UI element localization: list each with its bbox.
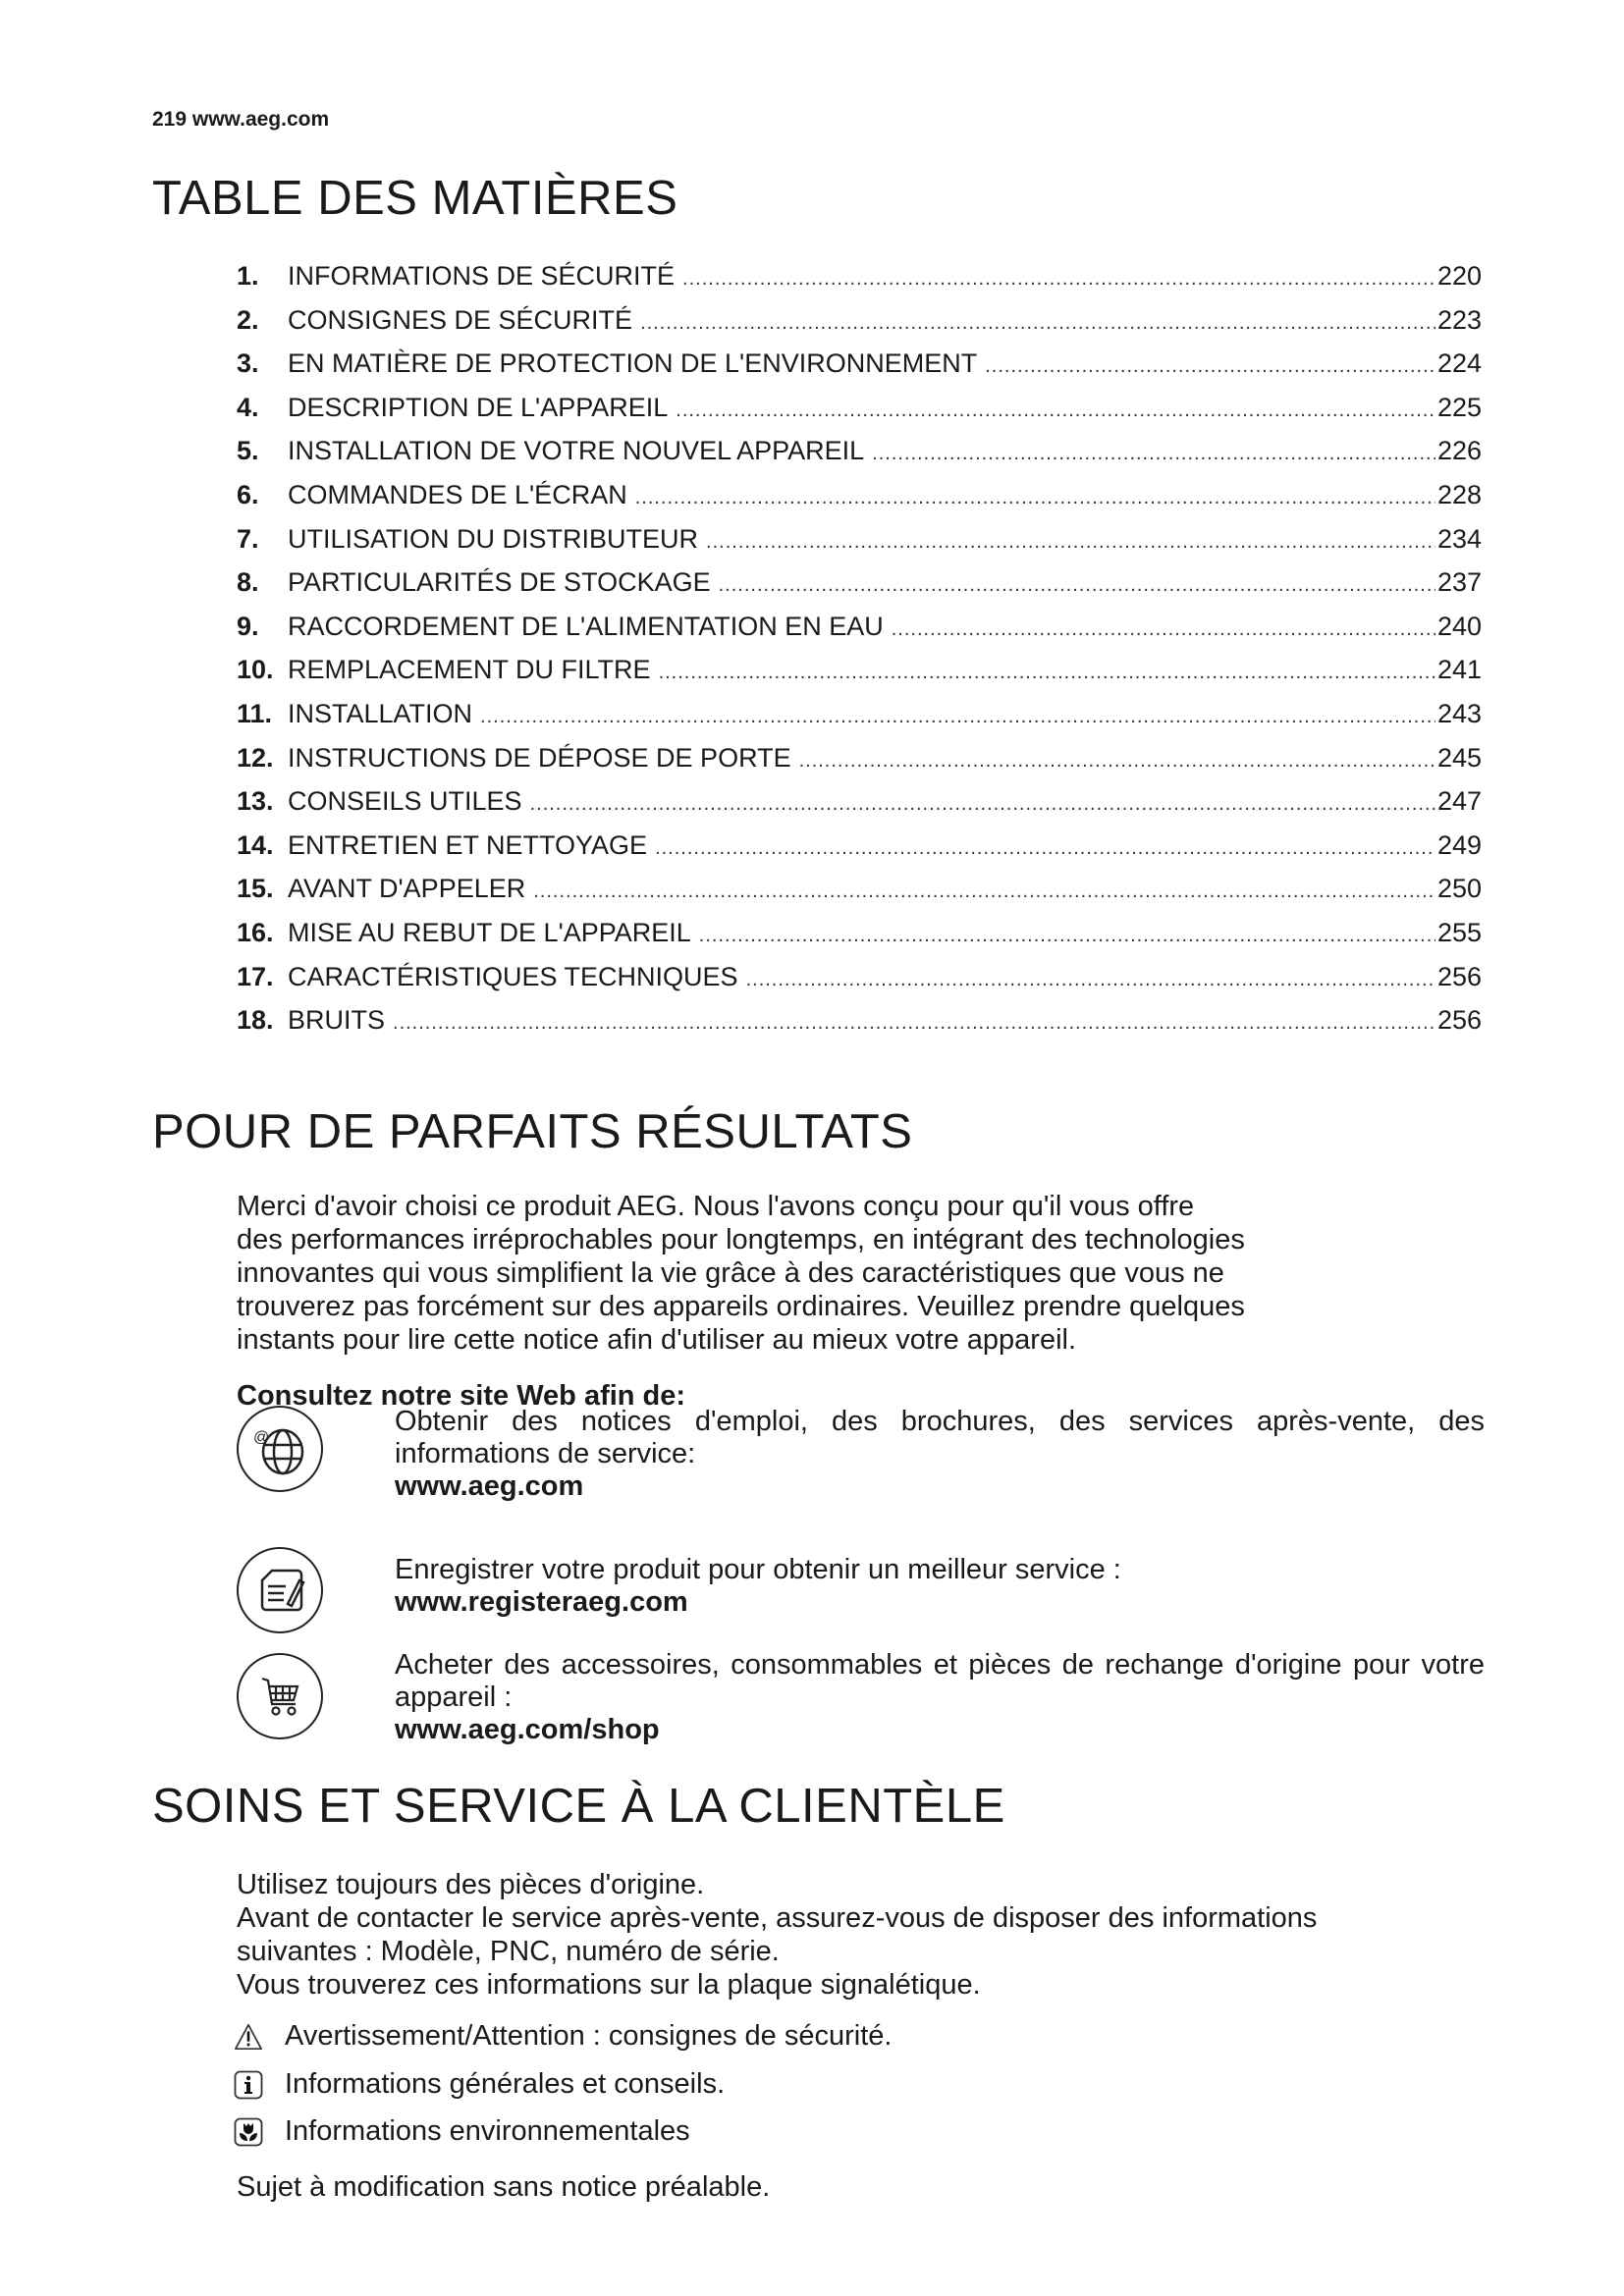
- toc-leader-dots: [480, 706, 1435, 728]
- toc-number: 11.: [237, 698, 273, 728]
- toc-entry[interactable]: [237, 612, 1482, 656]
- toc-entry-title: PARTICULARITÉS DE STOCKAGE: [288, 567, 711, 598]
- web-link-register[interactable]: www.registeraeg.com: [395, 1586, 688, 1618]
- intro-line: des performances irréprochables pour longtemps, en intégrant des technologies: [237, 1224, 1245, 1255]
- toc-leader-dots: [530, 793, 1435, 816]
- toc-number: 10.: [237, 655, 274, 685]
- toc-entry[interactable]: [237, 261, 1482, 305]
- toc-leader-dots: [719, 574, 1435, 597]
- legend-text: Informations environnementales: [285, 2115, 690, 2147]
- toc-entry-title: INFORMATIONS DE SÉCURITÉ: [288, 261, 676, 291]
- header-site: www.aeg.com: [191, 108, 330, 131]
- toc-entry[interactable]: [237, 1005, 1482, 1049]
- toc-number: 15.: [237, 874, 274, 904]
- service-line: Utilisez toujours des pièces d'origine.: [237, 1869, 705, 1900]
- warning-icon: [234, 2022, 263, 2052]
- toc-page-number: 240: [1436, 611, 1482, 641]
- legend-text: Avertissement/Attention : consignes de sécurité.: [285, 2020, 893, 2052]
- toc-number: 17.: [237, 961, 274, 991]
- toc-page-number: 228: [1436, 479, 1482, 509]
- toc-number: 4.: [237, 392, 259, 422]
- toc-page-number: 224: [1436, 348, 1482, 379]
- toc-entry-title: ENTRETIEN ET NETTOYAGE: [288, 829, 648, 860]
- toc-leader-dots: [640, 312, 1435, 335]
- toc-entry[interactable]: [237, 786, 1482, 830]
- toc-number: 2.: [237, 304, 259, 335]
- toc-entry[interactable]: [237, 567, 1482, 612]
- web-item-register: [237, 1547, 1484, 1633]
- toc-number: 6.: [237, 479, 259, 509]
- toc-entry[interactable]: [237, 830, 1482, 875]
- intro-line: instants pour lire cette notice afin d'utiliser au mieux votre appareil.: [237, 1324, 1077, 1356]
- toc-entry-title: CONSEILS UTILES: [288, 786, 522, 817]
- toc-page-number: 223: [1436, 304, 1482, 335]
- web-item-text: Enregistrer votre produit pour obtenir un meilleur service :: [395, 1554, 1121, 1585]
- info-icon: [234, 2070, 263, 2100]
- service-line: suivantes : Modèle, PNC, numéro de série.: [237, 1936, 780, 1967]
- toc-leader-dots: [985, 355, 1435, 378]
- toc-page-number: 249: [1436, 829, 1482, 860]
- toc-leader-dots: [892, 618, 1435, 641]
- intro-paragraph: [237, 1190, 1484, 1357]
- web-item-text: Obtenir des notices d'emploi, des brochures, des services après-vente, des informations de service:: [395, 1406, 1485, 1469]
- toc-entry[interactable]: [237, 393, 1482, 437]
- web-item-text: Acheter des accessoires, consommables et pièces de rechange d'origine pour votre appareil :: [395, 1649, 1485, 1713]
- toc-leader-dots: [676, 400, 1435, 422]
- toc-leader-dots: [872, 443, 1435, 465]
- service-line: Avant de contacter le service après-vente, assurez-vous de disposer des informations: [237, 1902, 1318, 1934]
- service-line: Vous trouverez ces informations sur la plaque signalétique.: [237, 1969, 981, 2001]
- toc-number: 1.: [237, 261, 259, 291]
- intro-line: Merci d'avoir choisi ce produit AEG. Nous l'avons conçu pour qu'il vous offre: [237, 1191, 1195, 1222]
- service-paragraph: [237, 1868, 1484, 2002]
- web-heading: Consultez notre site Web afin de:: [237, 1380, 686, 1412]
- results-title: POUR DE PARFAITS RÉSULTATS: [152, 1105, 913, 1158]
- toc-entry-title: CARACTÉRISTIQUES TECHNIQUES: [288, 961, 738, 991]
- toc-entry[interactable]: [237, 962, 1482, 1006]
- toc-entry-title: INSTRUCTIONS DE DÉPOSE DE PORTE: [288, 742, 791, 773]
- shopping-cart-icon: [237, 1653, 323, 1739]
- toc-number: 8.: [237, 567, 259, 598]
- intro-line: trouverez pas forcément sur des appareils ordinaires. Veuillez prendre quelques: [237, 1291, 1245, 1322]
- toc-number: 18.: [237, 1005, 274, 1036]
- toc-entry-title: AVANT D'APPELER: [288, 874, 526, 904]
- page-number: 219: [152, 108, 188, 131]
- register-document-icon: [237, 1547, 323, 1633]
- legend-environment: [234, 2115, 690, 2148]
- table-of-contents: [237, 261, 1482, 1049]
- toc-page-number: 255: [1436, 917, 1482, 947]
- toc-entry-title: EN MATIÈRE DE PROTECTION DE L'ENVIRONNEMENT: [288, 348, 978, 379]
- toc-leader-dots: [533, 881, 1435, 903]
- toc-number: 3.: [237, 348, 259, 379]
- toc-leader-dots: [635, 487, 1435, 509]
- web-item-shop: [237, 1649, 1485, 1745]
- web-link-aeg[interactable]: www.aeg.com: [395, 1470, 584, 1502]
- toc-leader-dots: [706, 531, 1435, 554]
- toc-entry-title: COMMANDES DE L'ÉCRAN: [288, 479, 627, 509]
- toc-number: 7.: [237, 523, 259, 554]
- toc-entry-title: CONSIGNES DE SÉCURITÉ: [288, 304, 633, 335]
- toc-page-number: 225: [1436, 392, 1482, 422]
- toc-page-number: 250: [1436, 874, 1482, 904]
- toc-entry-title: UTILISATION DU DISTRIBUTEUR: [288, 523, 699, 554]
- web-item-manuals: [237, 1406, 1485, 1502]
- intro-line: innovantes qui vous simplifient la vie grâce à des caractéristiques que vous ne: [237, 1257, 1224, 1289]
- toc-entry[interactable]: [237, 480, 1482, 524]
- toc-entry[interactable]: [237, 874, 1482, 918]
- toc-title: TABLE DES MATIÈRES: [152, 172, 678, 225]
- toc-entry-title: RACCORDEMENT DE L'ALIMENTATION EN EAU: [288, 611, 884, 641]
- legend-warning: [234, 2020, 892, 2053]
- toc-page-number: 220: [1436, 261, 1482, 291]
- toc-page-number: 241: [1436, 655, 1482, 685]
- web-link-shop[interactable]: www.aeg.com/shop: [395, 1714, 660, 1745]
- toc-entry[interactable]: [237, 655, 1482, 699]
- toc-number: 12.: [237, 742, 274, 773]
- toc-entry[interactable]: [237, 918, 1482, 962]
- toc-entry-title: REMPLACEMENT DU FILTRE: [288, 655, 651, 685]
- toc-leader-dots: [393, 1012, 1435, 1035]
- legend-text: Informations générales et conseils.: [285, 2068, 726, 2100]
- svg-text:@: @: [253, 1429, 270, 1446]
- toc-page-number: 226: [1436, 436, 1482, 466]
- footer-note: Sujet à modification sans notice préalable.: [237, 2171, 771, 2203]
- toc-number: 13.: [237, 786, 274, 817]
- toc-page-number: 243: [1436, 698, 1482, 728]
- toc-entry[interactable]: [237, 348, 1482, 393]
- toc-leader-dots: [659, 662, 1435, 684]
- toc-page-number: 245: [1436, 742, 1482, 773]
- service-title: SOINS ET SERVICE À LA CLIENTÈLE: [152, 1780, 1005, 1833]
- environment-icon: [234, 2117, 263, 2147]
- toc-entry[interactable]: [237, 699, 1482, 743]
- toc-page-number: 247: [1436, 786, 1482, 817]
- toc-number: 14.: [237, 829, 274, 860]
- toc-entry-title: BRUITS: [288, 1005, 386, 1036]
- toc-page-number: 237: [1436, 567, 1482, 598]
- toc-entry-title: INSTALLATION: [288, 698, 473, 728]
- toc-leader-dots: [746, 969, 1435, 991]
- toc-entry-title: DESCRIPTION DE L'APPAREIL: [288, 392, 669, 422]
- toc-entry-title: INSTALLATION DE VOTRE NOUVEL APPAREIL: [288, 436, 865, 466]
- toc-leader-dots: [682, 268, 1435, 291]
- toc-number: 5.: [237, 436, 259, 466]
- toc-leader-dots: [655, 837, 1435, 860]
- toc-page-number: 234: [1436, 523, 1482, 554]
- toc-entry[interactable]: [237, 743, 1482, 787]
- toc-leader-dots: [699, 925, 1435, 947]
- toc-page-number: 256: [1436, 1005, 1482, 1036]
- toc-entry[interactable]: [237, 305, 1482, 349]
- globe-at-icon: [237, 1406, 323, 1492]
- toc-entry[interactable]: [237, 436, 1482, 480]
- toc-number: 16.: [237, 917, 274, 947]
- page-header: [152, 108, 329, 132]
- toc-entry[interactable]: [237, 524, 1482, 568]
- toc-page-number: 256: [1436, 961, 1482, 991]
- legend-info: [234, 2068, 725, 2101]
- toc-entry-title: MISE AU REBUT DE L'APPAREIL: [288, 917, 691, 947]
- toc-number: 9.: [237, 611, 259, 641]
- toc-leader-dots: [799, 750, 1435, 773]
